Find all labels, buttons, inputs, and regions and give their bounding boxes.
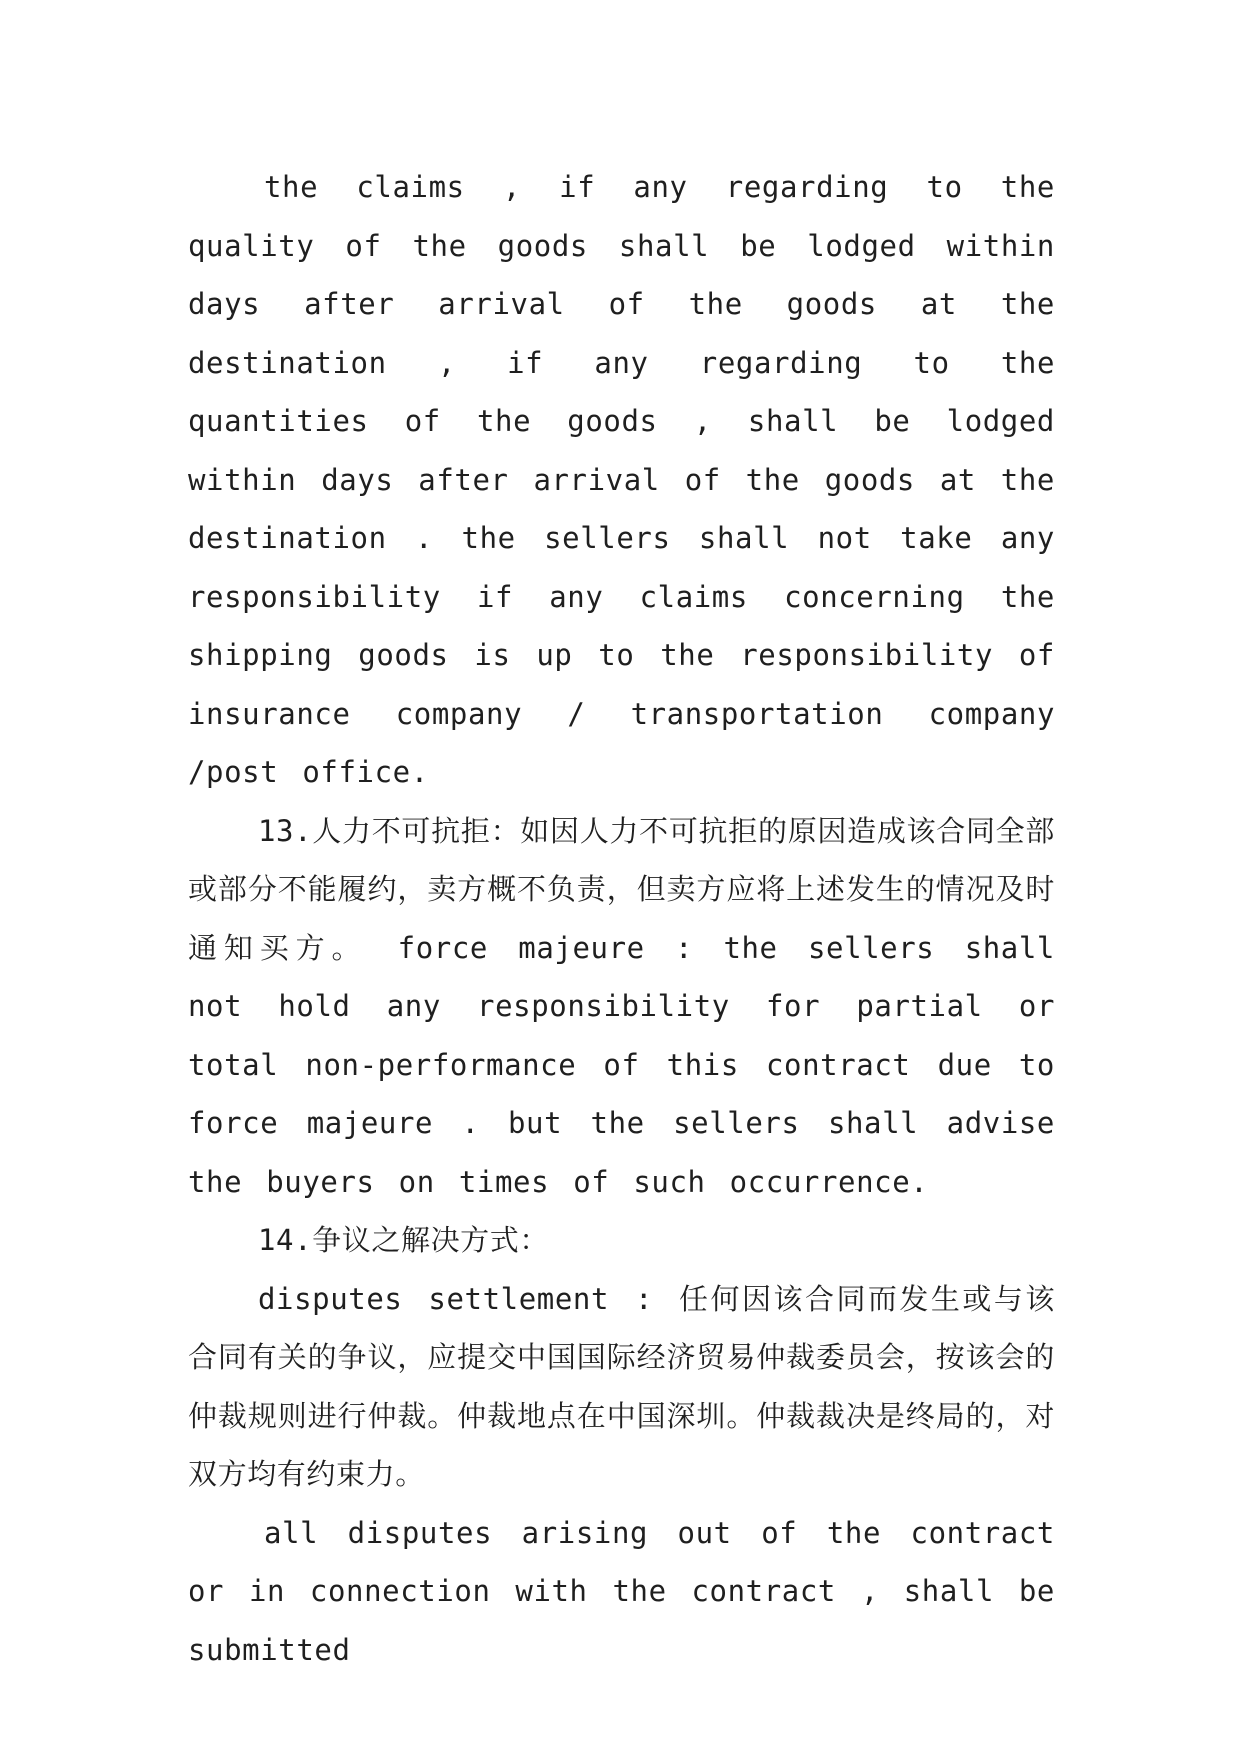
paragraph-claims: the claims , if any regarding to the quality of the goods shall be lodged within days after arrival of the goods at the destination , if any regarding to the quantities of the goods , shall be lodged within days after arrival of the goods at the destination . the sellers shall not take any responsibility if any claims concerning the shipping goods is up to the responsibility of insurance company / transportation company /post office. [188, 170, 1055, 789]
paragraph-force-majeure: 13.人力不可抗拒：如因人力不可抗拒的原因造成该合同全部或部分不能履约，卖方概不负责，但卖方应将上述发生的情况及时通知买方。 force majeure : the sellers shall not hold any responsibility for partial or total non-performance of this contract due to force majeure . but the sellers shall advise the buyers on times of such occurrence. [188, 813, 1055, 1199]
paragraph-dispute-settlement: disputes settlement : 任何因该合同而发生或与该合同有关的争议，应提交中国国际经济贸易仲裁委员会，按该会的仲裁规则进行仲裁。仲裁地点在中国深圳。仲裁裁决是终局的，对双方均有约束力。 [188, 1281, 1055, 1491]
document-body [188, 158, 1055, 1679]
paragraph-all-disputes: all disputes arising out of the contract or in connection with the contract , shall be submitted [188, 1515, 1055, 1667]
paragraph-dispute-heading: 14.争议之解决方式： [258, 1223, 549, 1257]
